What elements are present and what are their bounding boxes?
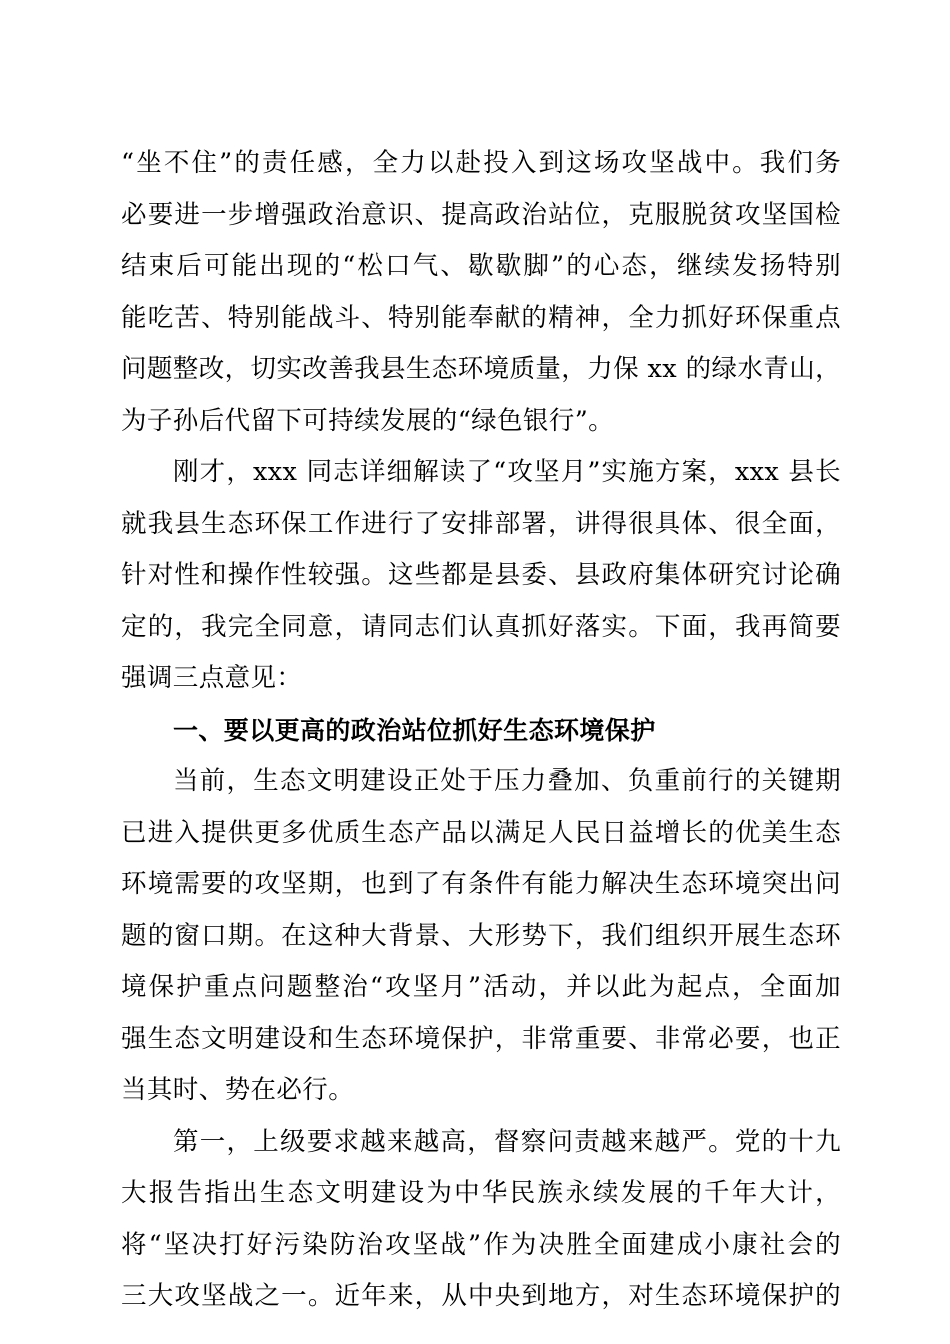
text-line: 就我县生态环保工作进行了安排部署，讲得很具体、很全面， [121,508,841,539]
text-line: 强调三点意见： [121,663,303,693]
text-line: 将“坚决打好污染防治攻坚战”作为决胜全面建成小康社会的 [121,1229,841,1260]
text-line: “坐不住”的责任感，全力以赴投入到这场攻坚战中。我们务 [121,148,841,178]
paragraph [121,447,841,705]
text-line: 已进入提供更多优质生态产品以满足人民日益增长的优美生态 [121,817,841,848]
text-line: 针对性和操作性较强。这些都是县委、县政府集体研究讨论确 [121,560,841,590]
text-line: 环境需要的攻坚期，也到了有条件有能力解决生态环境突出问 [121,869,841,899]
text-line: 题的窗口期。在这种大背景、大形势下，我们组织开展生态环 [121,920,841,951]
text-line: 问题整改，切实改善我县生态环境质量，力保 xx 的绿水青山， [121,354,841,384]
text-line: 结束后可能出现的“松口气、歇歇脚”的心态，继续发扬特别 [121,251,841,281]
text-line: 定的，我完全同意，请同志们认真抓好落实。下面，我再简要 [121,611,841,642]
paragraph [121,756,841,1117]
document-body [121,138,841,1323]
text-line: 境保护重点问题整治“攻坚月”活动，并以此为起点，全面加 [121,972,841,1002]
text-line: 刚才，xxx 同志详细解读了“攻坚月”实施方案，xxx 县长 [173,457,841,487]
text-line: 三大攻坚战之一。近年来，从中央到地方，对生态环境保护的 [121,1281,841,1311]
text-line: 强生态文明建设和生态环境保护，非常重要、非常必要，也正 [121,1023,841,1054]
text-line: 必要进一步增强政治意识、提高政治站位，克服脱贫攻坚国检 [121,199,841,230]
paragraph [121,1117,841,1323]
text-line: 当前，生态文明建设正处于压力叠加、负重前行的关键期 [173,766,841,796]
heading-text: 一、要以更高的政治站位抓好生态环境保护 [173,715,656,745]
section-heading [121,705,841,757]
text-line: 第一，上级要求越来越高，督察问责越来越严。党的十九 [173,1126,841,1157]
text-line: 当其时、势在必行。 [121,1075,355,1105]
paragraph [121,138,841,447]
text-line: 能吃苦、特别能战斗、特别能奉献的精神，全力抓好环保重点 [121,302,841,333]
text-line: 为子孙后代留下可持续发展的“绿色银行”。 [121,405,615,436]
text-line: 大报告指出生态文明建设为中华民族永续发展的千年大计， [121,1178,841,1208]
